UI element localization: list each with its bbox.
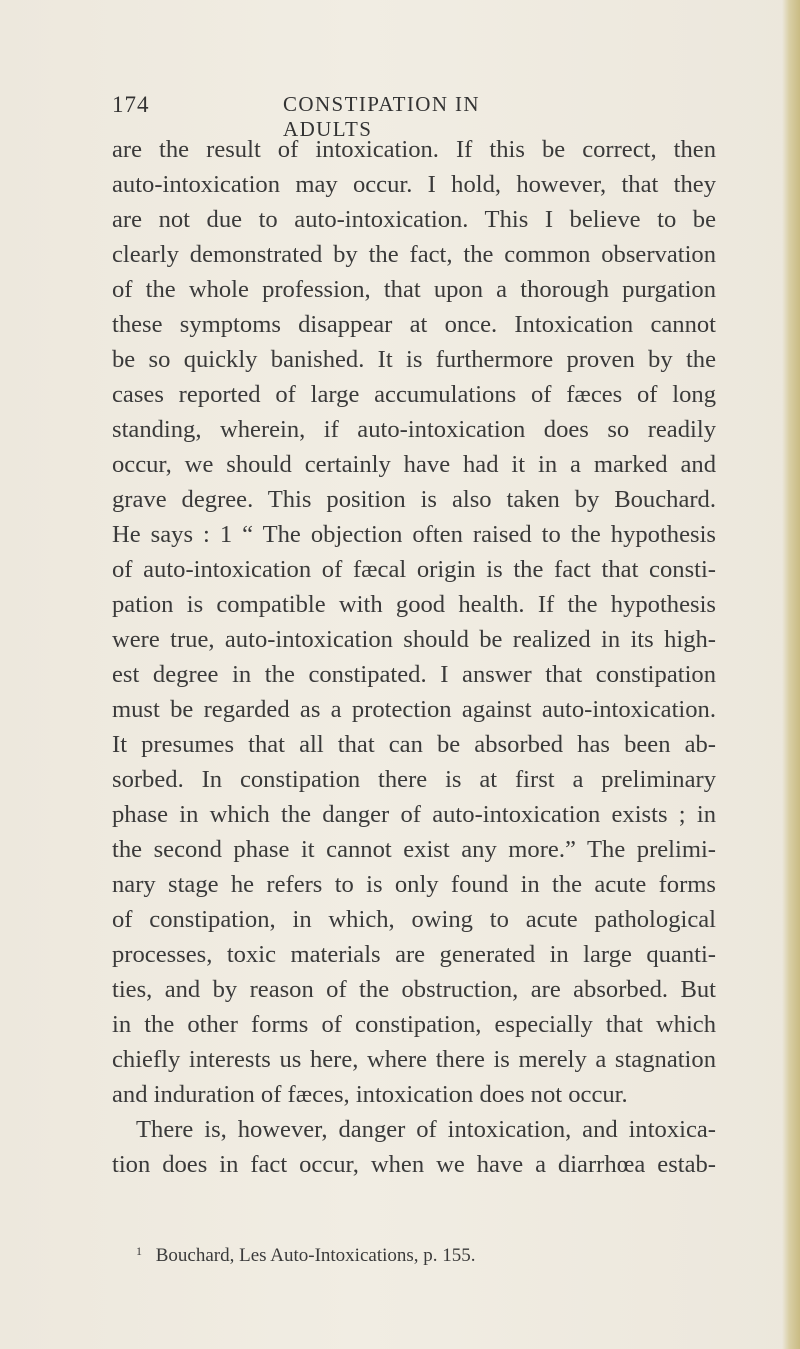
text-line: sorbed. In constipation there is at first a preliminary bbox=[112, 766, 716, 793]
page-edge bbox=[782, 0, 800, 1349]
text-line: were true, auto-intoxication should be realized in its high- bbox=[112, 626, 716, 653]
footnote-marker: 1 bbox=[136, 1244, 142, 1258]
text-line: and induration of fæces, intoxication does not occur. bbox=[112, 1081, 628, 1108]
text-line: tion does in fact occur, when we have a diarrhœa estab- bbox=[112, 1151, 716, 1178]
text-line: the second phase it cannot exist any more.” The prelimi- bbox=[112, 836, 716, 863]
text-line: chiefly interests us here, where there is merely a stagnation bbox=[112, 1046, 716, 1073]
text-line: in the other forms of constipation, especially that which bbox=[112, 1011, 716, 1038]
footnote bbox=[136, 1244, 696, 1267]
text-line: est degree in the constipated. I answer that constipation bbox=[112, 661, 716, 688]
text-line: ties, and by reason of the obstruction, are absorbed. But bbox=[112, 976, 716, 1003]
text-line: clearly demonstrated by the fact, the common observation bbox=[112, 241, 716, 268]
text-line: auto-intoxication may occur. I hold, however, that they bbox=[112, 171, 716, 198]
text-line: are the result of intoxication. If this be correct, then bbox=[112, 136, 716, 163]
text-line: must be regarded as a protection against auto-intoxication. bbox=[112, 696, 716, 723]
text-line: be so quickly banished. It is furthermore proven by the bbox=[112, 346, 716, 373]
text-line: grave degree. This position is also taken by Bouchard. bbox=[112, 486, 716, 513]
text-line: of auto-intoxication of fæcal origin is the fact that consti- bbox=[112, 556, 716, 583]
running-head: CONSTIPATION IN ADULTS bbox=[283, 92, 480, 141]
text-line: There is, however, danger of intoxication, and intoxica- bbox=[136, 1116, 716, 1143]
text-line: phase in which the danger of auto-intoxication exists ; in bbox=[112, 801, 716, 828]
page-number: 174 bbox=[112, 92, 150, 117]
text-line: standing, wherein, if auto-intoxication does so readily bbox=[112, 416, 716, 443]
text-line: of the whole profession, that upon a thorough purgation bbox=[112, 276, 716, 303]
body-text bbox=[112, 132, 716, 1182]
text-line: these symptoms disappear at once. Intoxication cannot bbox=[112, 311, 716, 338]
text-line: It presumes that all that can be absorbed has been ab- bbox=[112, 731, 716, 758]
text-line: occur, we should certainly have had it in a marked and bbox=[112, 451, 716, 478]
text-line: pation is compatible with good health. If the hypothesis bbox=[112, 591, 716, 618]
text-line: He says : 1 “ The objection often raised to the hypothesis bbox=[112, 521, 716, 548]
text-line: processes, toxic materials are generated in large quanti- bbox=[112, 941, 716, 968]
text-line: of constipation, in which, owing to acute pathological bbox=[112, 906, 716, 933]
text-line: cases reported of large accumulations of fæces of long bbox=[112, 381, 716, 408]
text-line: nary stage he refers to is only found in the acute forms bbox=[112, 871, 716, 898]
footnote-text: Bouchard, Les Auto-Intoxications, p. 155. bbox=[155, 1245, 476, 1266]
page-header bbox=[112, 92, 572, 141]
text-line: are not due to auto-intoxication. This I believe to be bbox=[112, 206, 716, 233]
